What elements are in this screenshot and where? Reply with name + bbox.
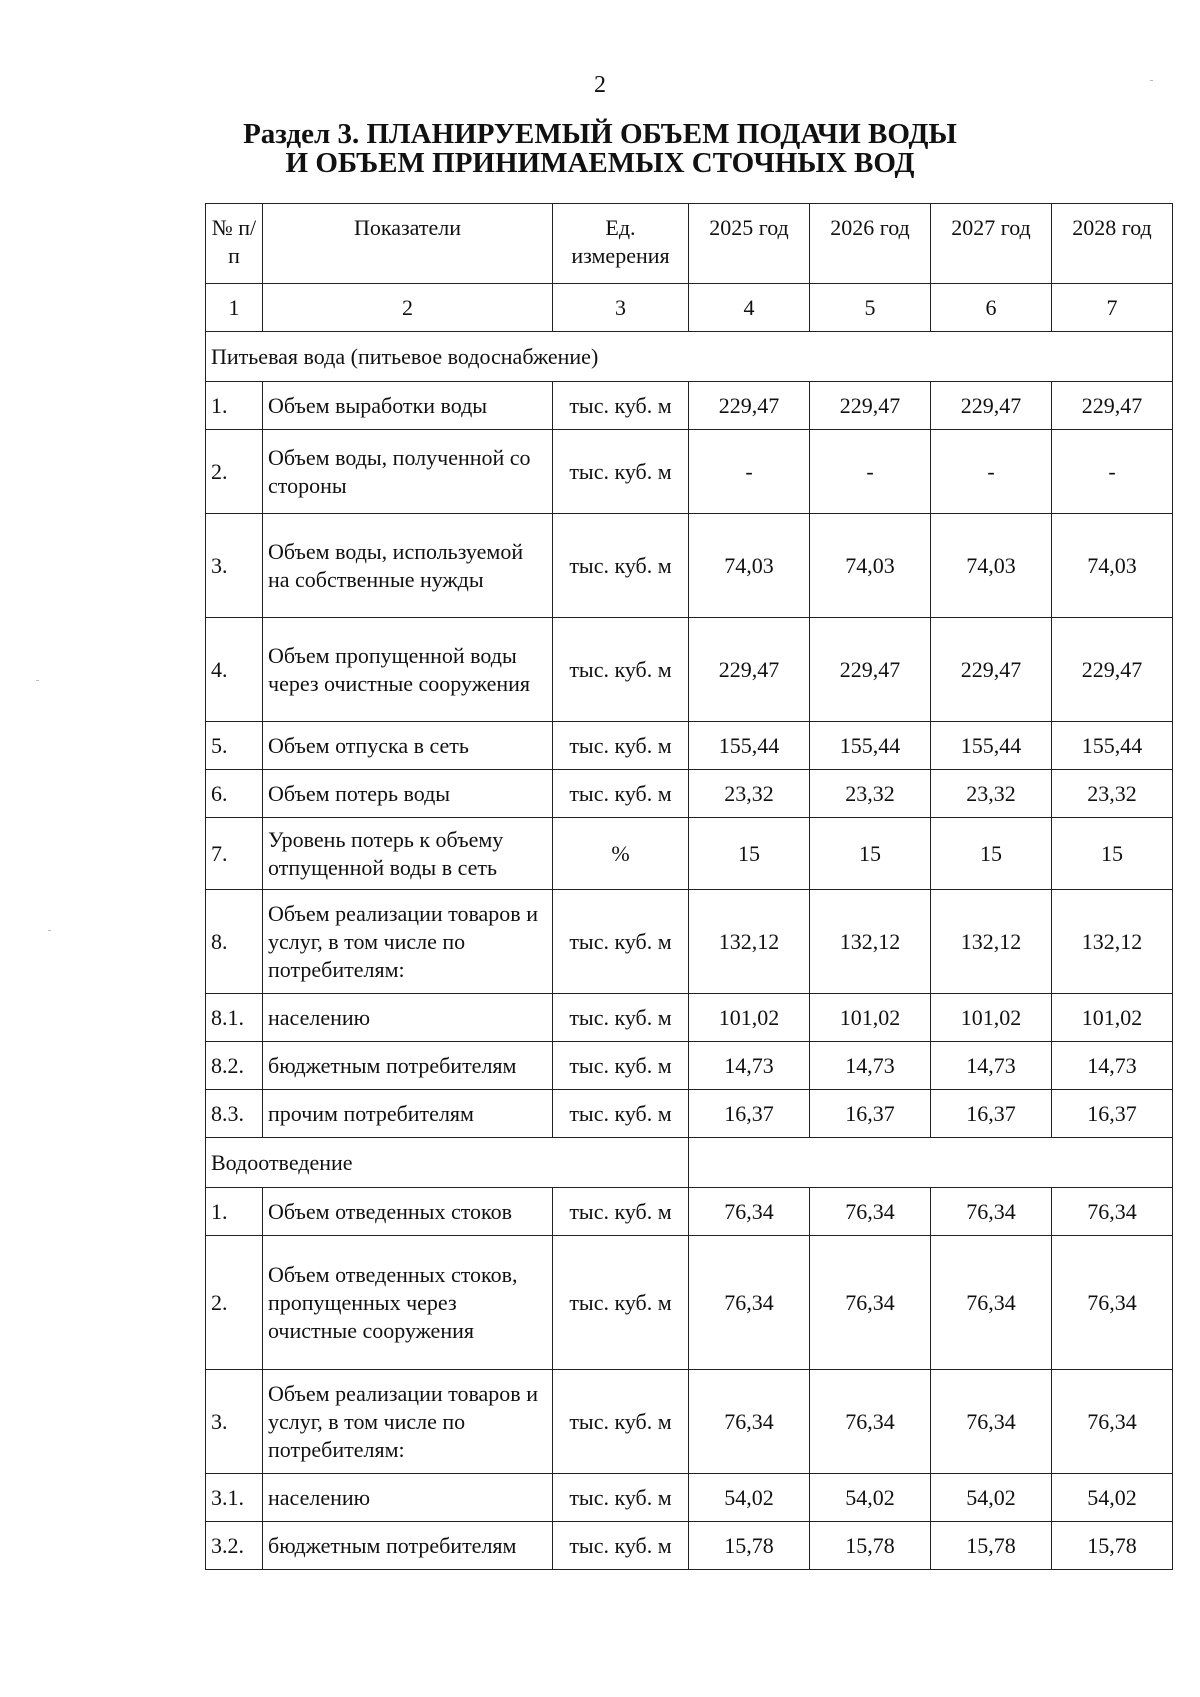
year-value: 16,37 — [689, 1090, 810, 1138]
table-header-row — [206, 204, 1173, 284]
year-value: 23,32 — [689, 770, 810, 818]
header-year: 2025 год — [689, 204, 810, 284]
row-number: 8. — [206, 890, 263, 994]
indicator-name: прочим потребителям — [263, 1090, 553, 1138]
year-value: 229,47 — [931, 618, 1052, 722]
year-value: 76,34 — [931, 1370, 1052, 1474]
unit-of-measure: тыс. куб. м — [553, 1236, 689, 1370]
scan-speck — [1150, 80, 1153, 81]
indicator-name: Объем воды, используемой на собственные нужды — [263, 514, 553, 618]
row-number: 3.1. — [206, 1474, 263, 1522]
column-number: 1 — [206, 284, 263, 332]
section-title-row — [206, 1138, 1173, 1188]
year-value: 101,02 — [931, 994, 1052, 1042]
unit-of-measure: тыс. куб. м — [553, 1188, 689, 1236]
year-value: 54,02 — [931, 1474, 1052, 1522]
year-value: 76,34 — [810, 1370, 931, 1474]
year-value: 74,03 — [1052, 514, 1173, 618]
header-year: 2026 год — [810, 204, 931, 284]
year-value: 14,73 — [810, 1042, 931, 1090]
indicator-name: Объем воды, полученной со стороны — [263, 430, 553, 514]
unit-of-measure: тыс. куб. м — [553, 722, 689, 770]
indicator-name: Объем отведенных стоков — [263, 1188, 553, 1236]
table-row — [206, 818, 1173, 890]
unit-of-measure: тыс. куб. м — [553, 1522, 689, 1570]
year-value: 132,12 — [689, 890, 810, 994]
year-value: 15,78 — [931, 1522, 1052, 1570]
unit-of-measure: тыс. куб. м — [553, 1090, 689, 1138]
year-value: 155,44 — [689, 722, 810, 770]
year-value: 76,34 — [1052, 1236, 1173, 1370]
table-row — [206, 618, 1173, 722]
year-value: 76,34 — [931, 1236, 1052, 1370]
indicator-name: бюджетным потребителям — [263, 1042, 553, 1090]
table-row — [206, 770, 1173, 818]
year-value: 155,44 — [1052, 722, 1173, 770]
year-value: 76,34 — [689, 1236, 810, 1370]
row-number: 8.1. — [206, 994, 263, 1042]
year-value: 229,47 — [689, 382, 810, 430]
section-title: Питьевая вода (питьевое водоснабжение) — [206, 332, 1173, 382]
row-number: 8.3. — [206, 1090, 263, 1138]
year-value: 54,02 — [1052, 1474, 1173, 1522]
year-value: 14,73 — [1052, 1042, 1173, 1090]
unit-of-measure: тыс. куб. м — [553, 1474, 689, 1522]
table-row — [206, 890, 1173, 994]
year-value: 16,37 — [810, 1090, 931, 1138]
table-row — [206, 722, 1173, 770]
unit-of-measure: тыс. куб. м — [553, 382, 689, 430]
row-number: 4. — [206, 618, 263, 722]
year-value: 132,12 — [810, 890, 931, 994]
table-row — [206, 1188, 1173, 1236]
row-number: 5. — [206, 722, 263, 770]
scan-speck — [48, 930, 51, 931]
row-number: 7. — [206, 818, 263, 890]
unit-of-measure: тыс. куб. м — [553, 514, 689, 618]
year-value: 54,02 — [689, 1474, 810, 1522]
year-value: - — [931, 430, 1052, 514]
year-value: 76,34 — [1052, 1188, 1173, 1236]
year-value: 54,02 — [810, 1474, 931, 1522]
table-row — [206, 994, 1173, 1042]
header-unit: Ед. измерения — [553, 204, 689, 284]
indicator-name: Объем реализации товаров и услуг, в том числе по потребителям: — [263, 1370, 553, 1474]
indicator-name: Объем выработки воды — [263, 382, 553, 430]
scan-speck — [36, 680, 39, 681]
header-num: № п/п — [206, 204, 263, 284]
year-value: 74,03 — [931, 514, 1052, 618]
column-numbers-row — [206, 284, 1173, 332]
year-value: 14,73 — [689, 1042, 810, 1090]
year-value: 15,78 — [1052, 1522, 1173, 1570]
column-number: 5 — [810, 284, 931, 332]
row-number: 2. — [206, 1236, 263, 1370]
water-supply-table — [205, 203, 1173, 1570]
year-value: 74,03 — [810, 514, 931, 618]
year-value: 229,47 — [689, 618, 810, 722]
indicator-name: Уровень потерь к объему отпущенной воды в сеть — [263, 818, 553, 890]
indicator-name: Объем потерь воды — [263, 770, 553, 818]
section-title-row — [206, 332, 1173, 382]
row-number: 3. — [206, 1370, 263, 1474]
year-value: 229,47 — [810, 382, 931, 430]
unit-of-measure: тыс. куб. м — [553, 994, 689, 1042]
table-row — [206, 1522, 1173, 1570]
year-value: 229,47 — [810, 618, 931, 722]
section-title: Водоотведение — [206, 1138, 689, 1188]
column-number: 3 — [553, 284, 689, 332]
heading-line-1: Раздел 3. ПЛАНИРУЕМЫЙ ОБЪЕМ ПОДАЧИ ВОДЫ — [243, 118, 957, 150]
table-row — [206, 1236, 1173, 1370]
year-value: 229,47 — [931, 382, 1052, 430]
unit-of-measure: тыс. куб. м — [553, 430, 689, 514]
year-value: 74,03 — [689, 514, 810, 618]
year-value: 76,34 — [810, 1188, 931, 1236]
indicator-name: Объем пропущенной воды через очистные сооружения — [263, 618, 553, 722]
indicator-name: Объем отведенных стоков, пропущенных через очистные сооружения — [263, 1236, 553, 1370]
table-row — [206, 382, 1173, 430]
table-row — [206, 1090, 1173, 1138]
year-value: 155,44 — [931, 722, 1052, 770]
table-row — [206, 1370, 1173, 1474]
indicator-name: населению — [263, 994, 553, 1042]
year-value: 101,02 — [1052, 994, 1173, 1042]
year-value: 15 — [689, 818, 810, 890]
header-indicator: Показатели — [263, 204, 553, 284]
year-value: 76,34 — [689, 1370, 810, 1474]
year-value: - — [810, 430, 931, 514]
header-year: 2028 год — [1052, 204, 1173, 284]
page-number: 2 — [594, 72, 606, 98]
year-value: 23,32 — [931, 770, 1052, 818]
table-row — [206, 1042, 1173, 1090]
year-value: 15 — [1052, 818, 1173, 890]
year-value: 23,32 — [810, 770, 931, 818]
year-value: 16,37 — [1052, 1090, 1173, 1138]
table-row — [206, 1474, 1173, 1522]
year-value: 15,78 — [810, 1522, 931, 1570]
year-value: 16,37 — [931, 1090, 1052, 1138]
year-value: 132,12 — [931, 890, 1052, 994]
heading-line-2: И ОБЪЕМ ПРИНИМАЕМЫХ СТОЧНЫХ ВОД — [285, 147, 915, 179]
row-number: 8.2. — [206, 1042, 263, 1090]
unit-of-measure: тыс. куб. м — [553, 890, 689, 994]
unit-of-measure: тыс. куб. м — [553, 1042, 689, 1090]
row-number: 6. — [206, 770, 263, 818]
year-value: 15 — [810, 818, 931, 890]
unit-of-measure: тыс. куб. м — [553, 618, 689, 722]
year-value: 229,47 — [1052, 382, 1173, 430]
indicator-name: Объем отпуска в сеть — [263, 722, 553, 770]
year-value: 76,34 — [810, 1236, 931, 1370]
row-number: 3.2. — [206, 1522, 263, 1570]
indicator-name: бюджетным потребителям — [263, 1522, 553, 1570]
year-value: 101,02 — [689, 994, 810, 1042]
indicator-name: Объем реализации товаров и услуг, в том числе по потребителям: — [263, 890, 553, 994]
year-value: 101,02 — [810, 994, 931, 1042]
header-year: 2027 год — [931, 204, 1052, 284]
column-number: 4 — [689, 284, 810, 332]
column-number: 2 — [263, 284, 553, 332]
year-value: 23,32 — [1052, 770, 1173, 818]
unit-of-measure: тыс. куб. м — [553, 770, 689, 818]
year-value: 76,34 — [1052, 1370, 1173, 1474]
row-number: 2. — [206, 430, 263, 514]
row-number: 1. — [206, 1188, 263, 1236]
unit-of-measure: % — [553, 818, 689, 890]
year-value: 15 — [931, 818, 1052, 890]
year-value: 229,47 — [1052, 618, 1173, 722]
year-value: 155,44 — [810, 722, 931, 770]
section-heading — [0, 120, 1200, 178]
row-number: 1. — [206, 382, 263, 430]
column-number: 6 — [931, 284, 1052, 332]
indicator-name: населению — [263, 1474, 553, 1522]
column-number: 7 — [1052, 284, 1173, 332]
table-row — [206, 514, 1173, 618]
year-value: 76,34 — [689, 1188, 810, 1236]
row-number: 3. — [206, 514, 263, 618]
year-value: 15,78 — [689, 1522, 810, 1570]
unit-of-measure: тыс. куб. м — [553, 1370, 689, 1474]
year-value: 132,12 — [1052, 890, 1173, 994]
table-row — [206, 430, 1173, 514]
year-value: - — [689, 430, 810, 514]
section-title-blank — [689, 1138, 1173, 1188]
year-value: 76,34 — [931, 1188, 1052, 1236]
year-value: 14,73 — [931, 1042, 1052, 1090]
year-value: - — [1052, 430, 1173, 514]
